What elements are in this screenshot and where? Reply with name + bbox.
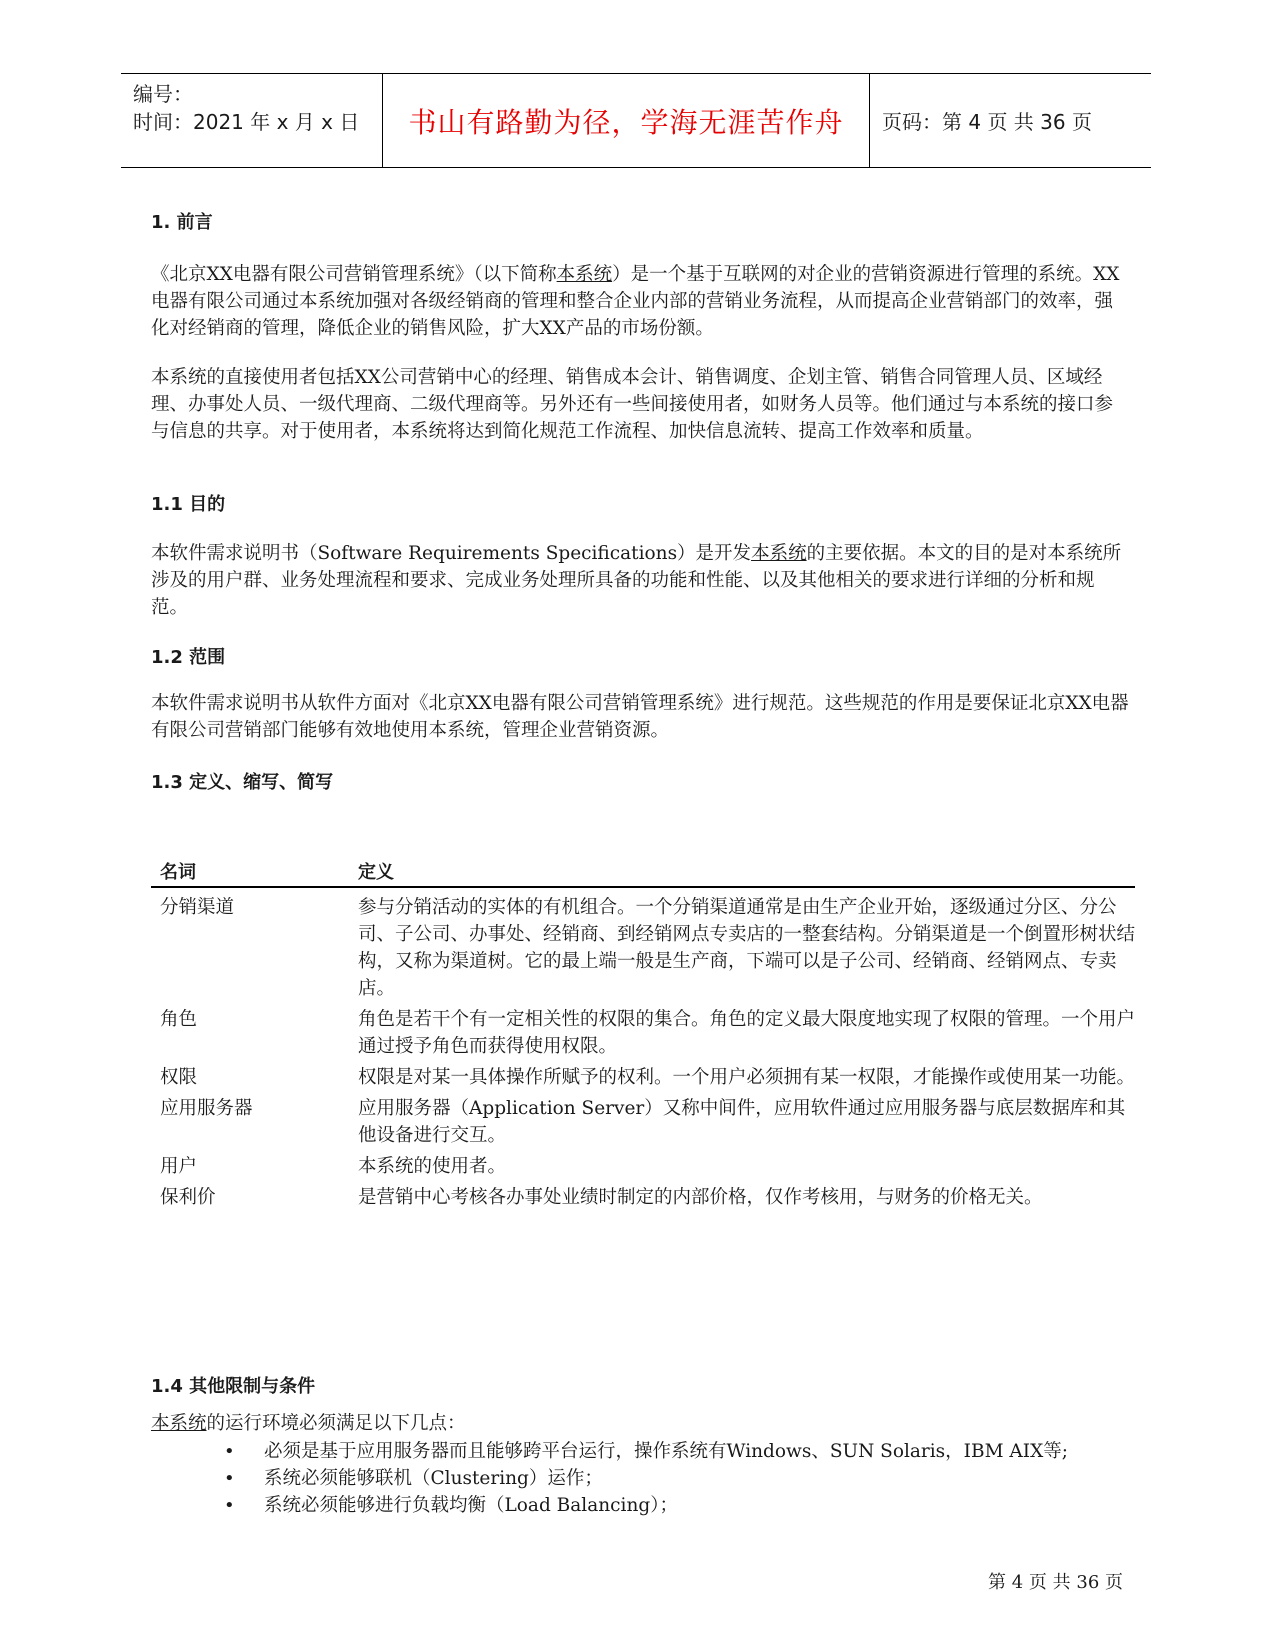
- table-row: [151, 1091, 1135, 1149]
- definitions-col-def: 定义: [358, 862, 394, 883]
- page-header: [121, 73, 1151, 168]
- definition-text: 本系统的使用者。: [358, 1156, 507, 1177]
- definitions-header: [151, 858, 1135, 888]
- section-1-3-title: 1.3 定义、缩写、简写: [151, 772, 334, 793]
- definition-term: 分销渠道: [160, 897, 235, 918]
- definition-term: 用户: [160, 1156, 198, 1177]
- s14-intro-text: 的运行环境必须满足以下几点：: [206, 1413, 466, 1434]
- section-1-paragraph-1: [151, 261, 1131, 342]
- section-1-2-paragraph: 本软件需求说明书从软件方面对《北京XX电器有限公司营销管理系统》进行规范。这些规范的作用是要保证北京XX电器有限公司营销部门能够有效地使用本系统，管理企业营销资源。: [151, 693, 1129, 741]
- table-row: [151, 1002, 1135, 1060]
- header-motto: 书山有路勤为径，学海无涯苦作舟: [408, 105, 844, 139]
- definition-text: 应用服务器（Application Server）又称中间件，应用软件通过应用服务器与底层数据库和其他设备进行交互。: [358, 1098, 1126, 1146]
- section-1-1-title: 1.1 目的: [151, 494, 226, 515]
- definition-term: 权限: [160, 1067, 198, 1088]
- section-1-1-paragraph: [151, 540, 1131, 621]
- definition-text: 是营销中心考核各办事处业绩时制定的内部价格，仅作考核用，与财务的价格无关。: [358, 1187, 1043, 1208]
- requirements-list: [210, 1438, 1068, 1519]
- list-item: • 系统必须能够联机（Clustering）运作；: [210, 1465, 1068, 1492]
- header-page-info: 页码：第 4 页 共 36 页: [882, 110, 1092, 134]
- definitions-table: [151, 858, 1135, 1211]
- s1-p1-text-a: 《北京XX电器有限公司营销管理系统》（以下简称: [151, 264, 557, 285]
- definition-term: 应用服务器: [160, 1098, 253, 1119]
- definition-term: 角色: [160, 1009, 198, 1030]
- header-meta-cell: [121, 74, 383, 167]
- s14-system-link[interactable]: 本系统: [151, 1413, 207, 1434]
- table-row: [151, 1180, 1135, 1211]
- s1-p1-text-b: ）是一个基于互联网的对企业的营销资源进行管理的系统。XX电器有限公司通过本系统加强对各级经销商的管理和整合企业内部的营销业务流程，从而提高企业营销部门的效率，强化对经销商的管理，降低企业的销售风险，扩大XX产品的市场份额。: [151, 264, 1120, 339]
- s1-p1-system-link[interactable]: 本系统: [556, 264, 613, 285]
- section-1-2-title: 1.2 范围: [151, 647, 226, 668]
- table-row: [151, 1149, 1135, 1180]
- list-item: • 系统必须能够进行负载均衡（Load Balancing）；: [210, 1492, 1068, 1519]
- s11-text-b: 的主要依据。本文的目的是对本系统所涉及的用户群、业务处理流程和要求、完成业务处理所具备的功能和性能、以及其他相关的要求进行详细的分析和规范。: [151, 543, 1122, 618]
- definition-term: 保利价: [160, 1187, 216, 1208]
- document-number-label: 编号：: [133, 82, 193, 106]
- section-1-4-title: 1.4 其他限制与条件: [151, 1376, 316, 1397]
- s11-text-a: 本软件需求说明书（Software Requirements Specifications）是开发: [151, 543, 752, 564]
- table-row: [151, 888, 1135, 1002]
- header-page-cell: [870, 74, 1151, 167]
- section-1-paragraph-2: 本系统的直接使用者包括XX公司营销中心的经理、销售成本会计、销售调度、企划主管、销售合同管理人员、区域经理、办事处人员、一级代理商、二级代理商等。另外还有一些间接使用者，如财务人员等。他们通过与本系统的接口参与信息的共享。对于使用者，本系统将达到简化规范工作流程、加快信息流转、提高工作效率和质量。: [151, 367, 1114, 442]
- definition-text: 参与分销活动的实体的有机组合。一个分销渠道通常是由生产企业开始，逐级通过分区、分公司、子公司、办事处、经销商、到经销网点专卖店的一整套结构。分销渠道是一个倒置形树状结构，又称为渠道树。它的最上端一般是生产商，下端可以是子公司、经销商、经销网点、专卖店。: [358, 897, 1136, 999]
- definition-text: 角色是若干个有一定相关性的权限的集合。角色的定义最大限度地实现了权限的管理。一个用户通过授予角色而获得使用权限。: [358, 1009, 1136, 1057]
- s11-system-link[interactable]: 本系统: [751, 543, 807, 564]
- table-row: [151, 1060, 1135, 1091]
- page-footer: 第 4 页 共 36 页: [988, 1572, 1123, 1593]
- header-motto-cell: [383, 74, 870, 167]
- definitions-col-term: 名词: [160, 862, 196, 883]
- list-item: • 必须是基于应用服务器而且能够跨平台运行，操作系统有Windows、SUN Solaris，IBM AIX等;: [210, 1438, 1068, 1465]
- section-1-4-intro: [151, 1410, 1131, 1437]
- definition-text: 权限是对某一具体操作所赋予的权利。一个用户必须拥有某一权限，才能操作或使用某一功能。: [358, 1067, 1136, 1088]
- section-1-title: 1. 前言: [151, 212, 213, 233]
- document-time-label: 时间：2021 年 x 月 x 日: [133, 110, 360, 134]
